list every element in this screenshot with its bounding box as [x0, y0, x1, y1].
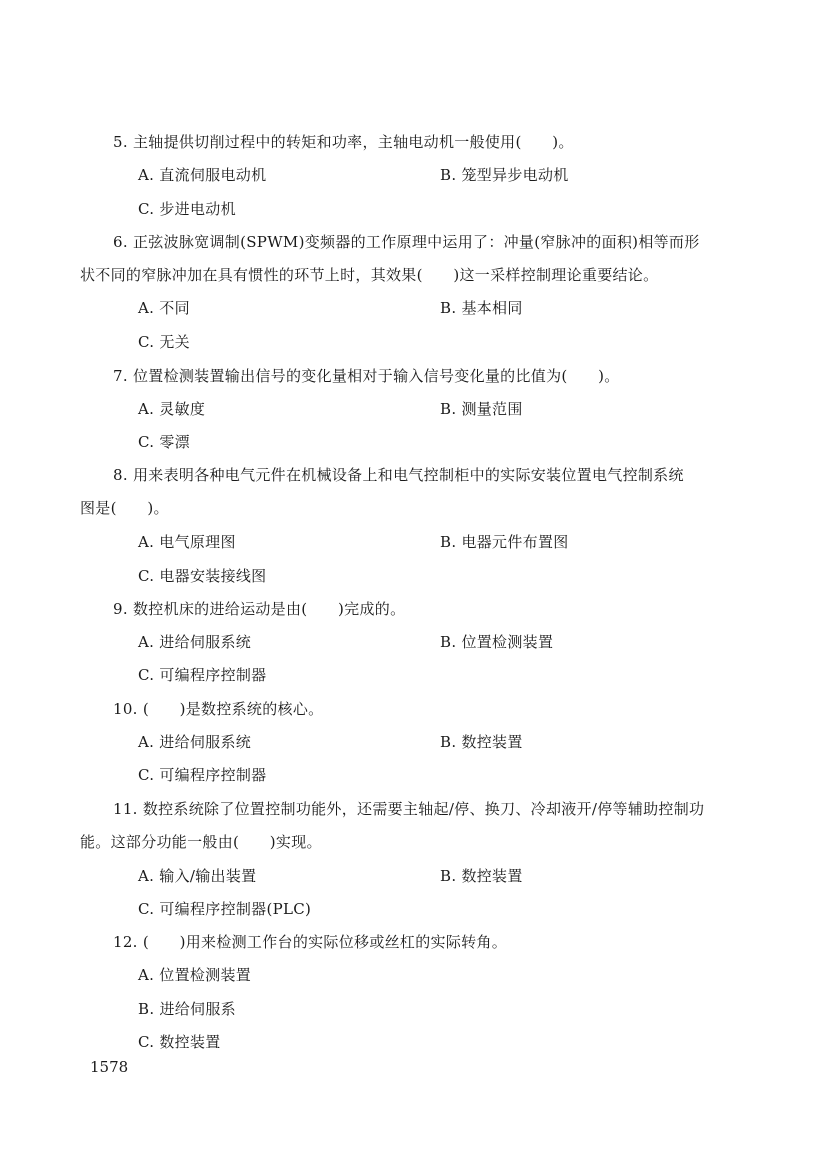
question-12-option-a: A. 位置检测装置 — [138, 966, 252, 984]
question-10-option-a: A. 进给伺服系统 — [138, 733, 252, 751]
question-6-option-b: B. 基本相同 — [440, 299, 523, 317]
question-9-option-c: C. 可编程序控制器 — [138, 666, 267, 684]
question-8-option-b: B. 电器元件布置图 — [440, 533, 569, 551]
question-8-option-a: A. 电气原理图 — [138, 533, 236, 551]
question-11-option-c: C. 可编程序控制器(PLC) — [138, 900, 312, 918]
question-9-text: 9. 数控机床的进给运动是由( )完成的。 — [113, 600, 406, 618]
question-11-text-line-2: 能。这部分功能一般由( )实现。 — [80, 833, 322, 851]
question-8-text-line-1: 8. 用来表明各种电气元件在机械设备上和电气控制柜中的实际安装位置电气控制系统 — [113, 466, 684, 484]
question-12-option-b: B. 进给伺服系 — [138, 1000, 236, 1018]
question-6-option-c: C. 无关 — [138, 333, 190, 351]
question-5-option-c: C. 步进电动机 — [138, 200, 236, 218]
question-11-text-line-1: 11. 数控系统除了位置控制功能外，还需要主轴起/停、换刀、冷却液开/停等辅助控制功 — [113, 800, 705, 818]
question-10-text: 10. ( )是数控系统的核心。 — [113, 700, 324, 718]
question-8-option-c: C. 电器安装接线图 — [138, 567, 267, 585]
question-9-option-a: A. 进给伺服系统 — [138, 633, 252, 651]
question-7-option-b: B. 测量范围 — [440, 400, 523, 418]
question-5-option-a: A. 直流伺服电动机 — [138, 166, 267, 184]
question-7-option-a: A. 灵敏度 — [138, 400, 206, 418]
question-6-text-line-1: 6. 正弦波脉宽调制(SPWM)变频器的工作原理中运用了：冲量(窄脉冲的面积)相等而形 — [113, 233, 700, 251]
question-6-text-line-2: 状不同的窄脉冲加在具有惯性的环节上时，其效果( )这一采样控制理论重要结论。 — [80, 266, 659, 284]
question-10-option-b: B. 数控装置 — [440, 733, 523, 751]
question-5-text: 5. 主轴提供切削过程中的转矩和功率，主轴电动机一般使用( )。 — [113, 133, 574, 151]
question-8-text-line-2: 图是( )。 — [80, 499, 169, 517]
question-10-option-c: C. 可编程序控制器 — [138, 766, 267, 784]
question-7-text: 7. 位置检测装置输出信号的变化量相对于输入信号变化量的比值为( )。 — [113, 367, 620, 385]
question-11-option-a: A. 输入/输出装置 — [138, 867, 257, 885]
question-6-option-a: A. 不同 — [138, 299, 190, 317]
page-number: 1578 — [90, 1058, 129, 1076]
question-5-option-b: B. 笼型异步电动机 — [440, 166, 569, 184]
question-12-option-c: C. 数控装置 — [138, 1033, 221, 1051]
question-12-text: 12. ( )用来检测工作台的实际位移或丝杠的实际转角。 — [113, 933, 508, 951]
question-7-option-c: C. 零漂 — [138, 433, 190, 451]
question-9-option-b: B. 位置检测装置 — [440, 633, 554, 651]
question-11-option-b: B. 数控装置 — [440, 867, 523, 885]
